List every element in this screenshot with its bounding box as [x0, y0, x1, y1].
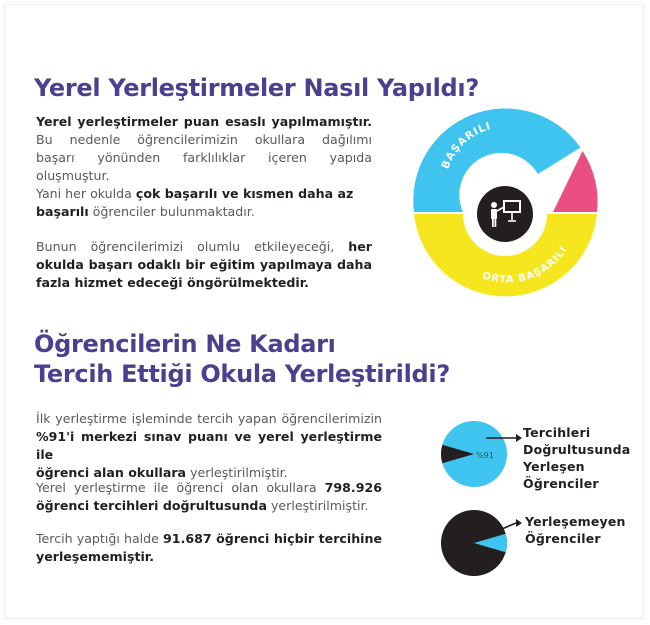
pie2-label	[525, 513, 626, 547]
p4-line1a: Yerel yerleştirme ile öğrenci olan okullara	[36, 480, 325, 495]
section2-title-line1: Öğrencilerin Ne Kadarı	[34, 330, 336, 358]
pie1-label-line: Doğrultusunda	[523, 442, 631, 457]
p1-line6b: öğrenciler bulunmaktadır.	[88, 204, 255, 219]
p2-line2: okulda başarı odaklı bir eğitim yapılmaya daha	[36, 257, 372, 272]
p3-line3a: öğrenci alan okullara	[36, 465, 187, 480]
pie1-label-line: Öğrenciler	[523, 476, 599, 491]
success-wheel-diagram	[405, 100, 605, 300]
p2-line3: fazla hizmet edeceği öngörülmektedir.	[36, 275, 309, 290]
section2-paragraph2	[36, 479, 382, 515]
p1-line6a: başarılı	[36, 204, 89, 219]
pie-slice-label: %91	[476, 451, 494, 460]
p5-line1a: Tercih yaptığı halde	[36, 531, 164, 546]
p2-line1b: her	[348, 239, 372, 254]
section1-paragraph1	[36, 113, 372, 221]
pie2-label-line: Yerleşemeyen	[525, 514, 626, 529]
pie1-label-line: Tercihleri	[523, 425, 591, 440]
wheel-center-disc	[477, 186, 533, 242]
pointer-arrow-head	[516, 434, 522, 442]
wheel-label-bottom: ORTA BAŞARILI	[480, 244, 570, 286]
p2-line1a: Bunun öğrencilerimizi olumlu etkileyeceği,	[36, 239, 349, 254]
pie-slice-label: %09	[488, 540, 506, 549]
p1-line1: Yerel yerleştirmeler puan esaslı yapılmamıştır.	[36, 114, 372, 129]
section2-paragraph3	[36, 530, 382, 566]
p1-line5b: çok başarılı ve kısmen daha az	[135, 186, 354, 201]
p4-line2b: yerleştirilmiştir.	[266, 498, 369, 513]
p4-line2a: öğrenci tercihleri doğrultusunda	[36, 498, 267, 513]
section2-title-line2: Tercih Ettiği Okula Yerleştirildi?	[34, 360, 450, 388]
p3-line1: İlk yerleştirme işleminde tercih yapan öğrencilerimizin	[36, 411, 382, 426]
pointer-arrow-head	[516, 519, 522, 527]
p1-line5a: Yani her okulda	[36, 186, 136, 201]
section1-title: Yerel Yerleştirmeler Nasıl Yapıldı?	[34, 74, 479, 102]
section2-paragraph1	[36, 410, 382, 482]
p3-line2: %91'i merkezi sınav puanı ve yerel yerleştirme ile	[36, 429, 382, 462]
wheel-label-top: BAŞARILI	[439, 120, 493, 171]
p3-line3b: yerleştirilmiştir.	[186, 465, 288, 480]
p1-line4: oluşmuştur.	[36, 168, 110, 183]
p1-line2: Bu nedenle öğrencilerimizin okullara dağılımı	[36, 132, 372, 147]
p4-line1b: 798.926	[324, 480, 382, 495]
p5-line1b: 91.687 öğrenci hiçbir tercihine	[163, 531, 382, 546]
pie2-label-line: Öğrenciler	[525, 531, 601, 546]
pie-chart-not-placed	[436, 505, 526, 585]
pie-chart-placed	[436, 418, 526, 498]
p5-line2: yerleşememiştir.	[36, 549, 154, 564]
pie1-label	[523, 424, 630, 492]
section1-paragraph2	[36, 238, 372, 292]
pie1-label-line: Yerleşen	[523, 459, 585, 474]
p1-line3: başarı yönünden farklılıklar içeren yapıda	[36, 150, 372, 165]
